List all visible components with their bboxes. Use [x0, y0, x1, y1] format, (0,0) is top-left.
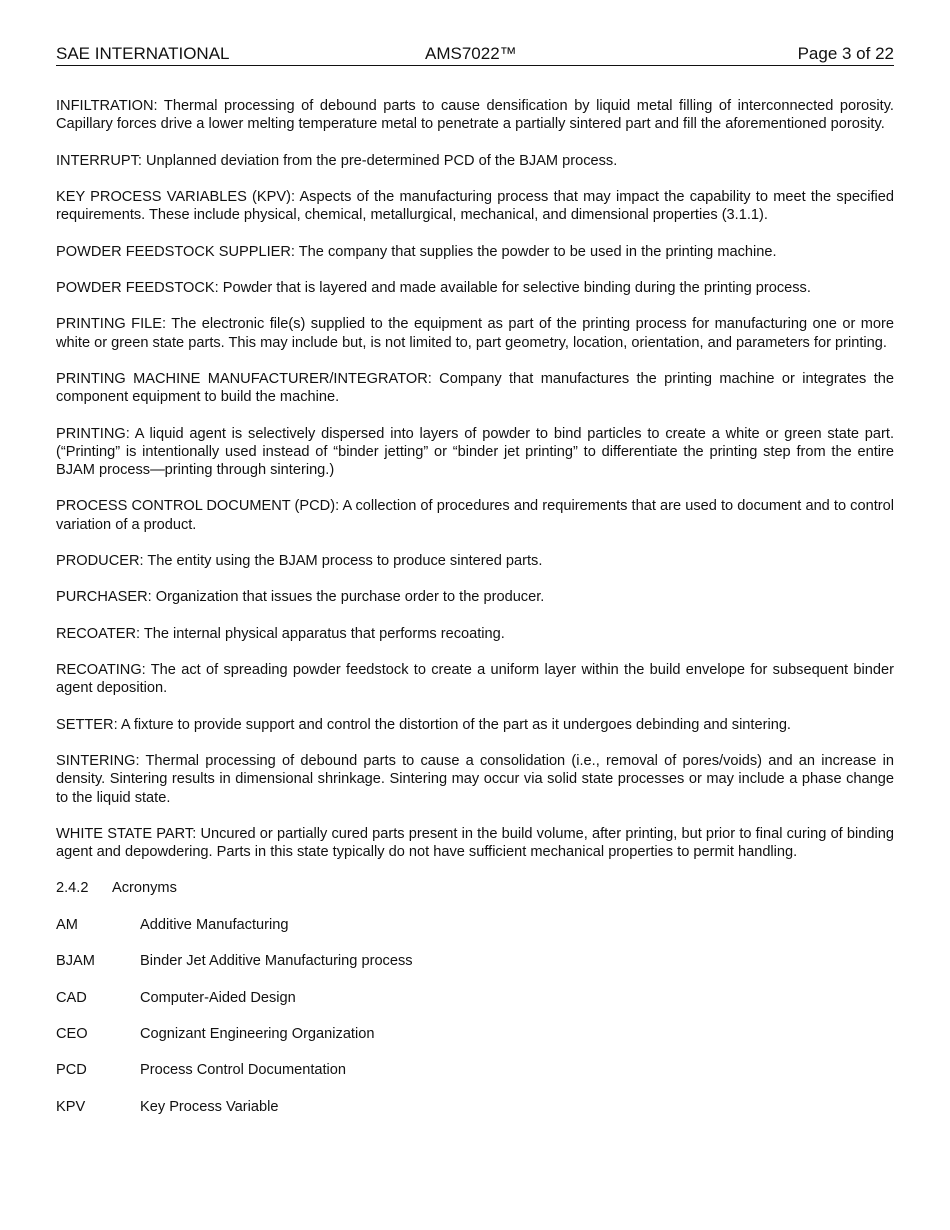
acronym-desc: Computer-Aided Design	[140, 989, 296, 1006]
section-title: Acronyms	[112, 880, 177, 897]
definition-pcd: PROCESS CONTROL DOCUMENT (PCD): A collection of procedures and requirements that are used to document and to control variation of a product.	[56, 498, 894, 533]
acronym-abbr: CEO	[56, 1026, 88, 1043]
acronym-desc: Key Process Variable	[140, 1098, 279, 1115]
acronym-abbr: BJAM	[56, 953, 95, 970]
acronym-abbr: PCD	[56, 1062, 87, 1079]
definition-recoater: RECOATER: The internal physical apparatus that performs recoating.	[56, 625, 505, 642]
definition-printing-machine-manufacturer: PRINTING MACHINE MANUFACTURER/INTEGRATOR: Company that manufactures the printing machine or integrates the component equipment to build the machine.	[56, 370, 894, 406]
definition-purchaser: PURCHASER: Organization that issues the purchase order to the producer.	[56, 589, 545, 606]
acronym-row	[56, 952, 894, 970]
acronym-abbr: AM	[56, 916, 78, 933]
acronym-abbr: CAD	[56, 989, 87, 1006]
definition-sintering: SINTERING: Thermal processing of debound parts to cause a consolidation (i.e., removal of pores/voids) and an increase in density. Sintering results in dimensional shrinkage. Sintering may occur via solid state processes or may include a phase change to the liquid state.	[56, 753, 894, 806]
definition-infiltration: INFILTRATION: Thermal processing of debound parts to cause densification by liquid metal filling of interconnected porosity. Capillary forces drive a lower melting temperature metal to penetrate a partially sintered part and fill the aforementioned porosity.	[56, 98, 894, 133]
page-header	[56, 43, 894, 66]
acronym-desc: Cognizant Engineering Organization	[140, 1026, 375, 1043]
acronym-desc: Binder Jet Additive Manufacturing process	[140, 953, 413, 970]
definition-interrupt: INTERRUPT: Unplanned deviation from the pre-determined PCD of the BJAM process.	[56, 152, 618, 169]
definition-powder-feedstock: POWDER FEEDSTOCK: Powder that is layered and made available for selective binding during the printing process.	[56, 279, 811, 296]
section-number: 2.4.2	[56, 880, 89, 897]
acronym-row	[56, 916, 894, 934]
definition-kpv: KEY PROCESS VARIABLES (KPV): Aspects of the manufacturing process that may impact the capability to meet the specified requirements. These include physical, chemical, metallurgical, mechanical, and dimensional properties (3.1.1).	[56, 188, 894, 224]
definition-printing-file: PRINTING FILE: The electronic file(s) supplied to the equipment as part of the printing process for manufacturing one or more white or green state parts. This may include but, is not limited to, part geometry, location, orientation, and parameters for printing.	[56, 316, 894, 351]
definition-printing: PRINTING: A liquid agent is selectively dispersed into layers of powder to bind particles to create a white or green state part. (“Printing” is intentionally used instead of “binder jetting” or “binder jet printing” to differentiate the printing step from the entire BJAM process—printing through sintering.)	[56, 425, 894, 478]
page-number: Page 3 of 22	[797, 44, 894, 63]
acronym-row	[56, 1025, 894, 1043]
acronym-desc: Process Control Documentation	[140, 1062, 347, 1079]
acronym-abbr: KPV	[56, 1098, 86, 1115]
definition-producer: PRODUCER: The entity using the BJAM process to produce sintered parts.	[56, 552, 543, 569]
acronym-row	[56, 1061, 894, 1079]
acronym-desc: Additive Manufacturing	[140, 916, 289, 933]
acronym-row	[56, 989, 894, 1007]
document-body	[56, 97, 894, 1134]
document-number: AMS7022™	[425, 44, 517, 63]
acronym-row	[56, 1098, 894, 1116]
definition-setter: SETTER: A fixture to provide support and control the distortion of the part as it undergoes debinding and sintering.	[56, 716, 791, 733]
publisher-name: SAE INTERNATIONAL	[56, 44, 230, 63]
definition-recoating: RECOATING: The act of spreading powder feedstock to create a uniform layer within the build envelope for subsequent binder agent deposition.	[56, 662, 894, 697]
definition-white-state-part: WHITE STATE PART: Uncured or partially cured parts present in the build volume, after printing, but prior to final curing of binding agent and depowdering. Parts in this state typically do not have sufficient mechanical properties to permit handling.	[56, 825, 894, 861]
definition-powder-feedstock-supplier: POWDER FEEDSTOCK SUPPLIER: The company that supplies the powder to be used in the printing machine.	[56, 243, 777, 260]
acronyms-heading	[56, 879, 894, 897]
